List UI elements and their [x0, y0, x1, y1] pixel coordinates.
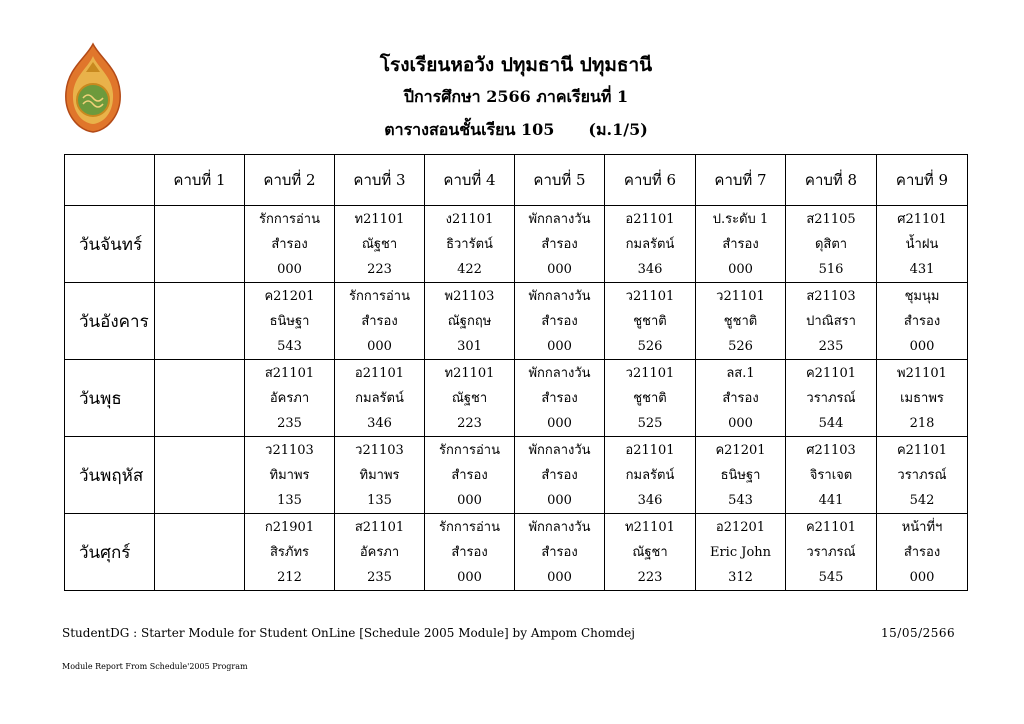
teacher-name: ธิวารัตน์ — [446, 236, 493, 252]
teacher-name: อัครภา — [359, 544, 400, 560]
room-number: 526 — [637, 338, 663, 354]
course-code: ว21103 — [265, 442, 314, 458]
schedule-cell — [605, 283, 696, 360]
teacher-name: สำรอง — [541, 544, 578, 560]
schedule-cell — [696, 437, 786, 514]
course-code: ชุมนุม — [904, 288, 940, 304]
day-label: วันจันทร์ — [65, 206, 155, 283]
teacher-name: วราภรณ์ — [897, 467, 947, 483]
room-number: 526 — [728, 338, 753, 354]
room-number: 000 — [909, 569, 935, 585]
teacher-name: สำรอง — [903, 313, 941, 329]
period-header: คาบที่ 7 — [696, 155, 786, 206]
academic-year: ปีการศึกษา 2566 ภาคเรียนที่ 1 — [403, 87, 629, 106]
teacher-name: สำรอง — [451, 467, 488, 483]
course-code: ท21101 — [354, 211, 405, 227]
room-number: 000 — [457, 569, 482, 585]
room-number: 212 — [277, 569, 302, 585]
period-header: คาบที่ 4 — [425, 155, 515, 206]
course-code: ศ21101 — [897, 211, 947, 227]
room-number: 000 — [547, 415, 572, 431]
day-label: วันพุธ — [65, 360, 155, 437]
course-code: ว21103 — [355, 442, 404, 458]
schedule-cell — [155, 206, 245, 283]
timetable-row — [65, 437, 968, 514]
schedule-cell — [515, 283, 605, 360]
course-code: พักกลางวัน — [528, 365, 591, 381]
teacher-name: ปาณิสรา — [806, 313, 856, 329]
day-label: วันพฤหัส — [65, 437, 155, 514]
room-number: 346 — [637, 492, 663, 508]
teacher-name: สำรอง — [541, 467, 578, 483]
schedule-cell — [155, 283, 245, 360]
schedule-cell — [877, 360, 968, 437]
teacher-name: ทิมาพร — [269, 467, 310, 483]
teacher-name: ชูชาติ — [633, 313, 667, 329]
schedule-cell — [245, 514, 335, 591]
teacher-name: จิราเจต — [809, 467, 853, 483]
period-header: คาบที่ 8 — [786, 155, 877, 206]
timetable-body — [65, 206, 968, 591]
course-code: ว21101 — [625, 288, 675, 304]
course-code: ลส.1 — [726, 365, 755, 381]
schedule-cell — [696, 360, 786, 437]
schedule-cell — [877, 514, 968, 591]
course-code: รักการอ่าน — [438, 519, 500, 535]
timetable-row — [65, 360, 968, 437]
teacher-name: วราภรณ์ — [806, 390, 856, 406]
room-number: 000 — [909, 338, 935, 354]
course-code: ค21201 — [264, 288, 315, 304]
schedule-cell — [335, 514, 425, 591]
schedule-title: ตารางสอนชั้นเรียน 105 — [384, 120, 555, 139]
teacher-name: วราภรณ์ — [806, 544, 856, 560]
room-number: 000 — [547, 261, 572, 277]
teacher-name: สำรอง — [451, 544, 488, 560]
schedule-cell — [155, 437, 245, 514]
teacher-name: ทิมาพร — [359, 467, 400, 483]
teacher-name: กมลรัตน์ — [625, 467, 675, 483]
schedule-cell — [515, 360, 605, 437]
period-header: คาบที่ 2 — [245, 155, 335, 206]
room-number: 441 — [818, 492, 844, 508]
teacher-name: ธนิษฐา — [720, 467, 761, 483]
schedule-cell — [605, 437, 696, 514]
room-number: 545 — [818, 569, 844, 585]
teacher-name: ชูชาติ — [723, 313, 758, 329]
footer-credit: StudentDG : Starter Module for Student OnLine [Schedule 2005 Module] by Ampom Chomdej — [62, 626, 635, 640]
room-number: 000 — [547, 492, 572, 508]
room-number: 301 — [457, 338, 482, 354]
teacher-name: สำรอง — [271, 236, 308, 252]
room-number: 516 — [818, 261, 844, 277]
room-number: 218 — [909, 415, 935, 431]
course-code: พักกลางวัน — [528, 519, 591, 535]
room-number: 543 — [728, 492, 753, 508]
timetable-header-row — [65, 155, 968, 206]
course-code: ง21101 — [445, 211, 494, 227]
schedule-cell — [786, 206, 877, 283]
day-label: วันอังคาร — [65, 283, 155, 360]
course-code: ว21101 — [716, 288, 765, 304]
schedule-cell — [696, 206, 786, 283]
schedule-cell — [786, 283, 877, 360]
schedule-cell — [605, 206, 696, 283]
course-code: ส21101 — [354, 519, 405, 535]
timetable-row — [65, 206, 968, 283]
course-code: อ21201 — [715, 519, 766, 535]
teacher-name: สำรอง — [541, 313, 578, 329]
schedule-cell — [605, 360, 696, 437]
room-number: 000 — [367, 338, 392, 354]
report-note: Module Report From Schedule'2005 Program — [62, 662, 248, 671]
schedule-cell — [425, 437, 515, 514]
teacher-name: ดุสิตา — [814, 236, 848, 252]
room-number: 135 — [367, 492, 392, 508]
course-code: รักการอ่าน — [348, 288, 410, 304]
schedule-cell — [245, 283, 335, 360]
room-number: 000 — [728, 261, 753, 277]
teacher-name: Eric John — [709, 544, 772, 560]
course-code: อ21101 — [625, 442, 675, 458]
schedule-cell — [786, 514, 877, 591]
course-code: พักกลางวัน — [528, 211, 591, 227]
room-number: 135 — [277, 492, 302, 508]
school-name: โรงเรียนหอวัง ปทุมธานี ปทุมธานี — [379, 54, 653, 76]
room-number: 000 — [728, 415, 753, 431]
course-code: ค21201 — [715, 442, 766, 458]
teacher-name: เมธาพร — [900, 390, 944, 406]
schedule-cell — [425, 283, 515, 360]
course-code: พักกลางวัน — [528, 288, 591, 304]
teacher-name: สำรอง — [903, 544, 941, 560]
period-header: คาบที่ 3 — [335, 155, 425, 206]
course-code: ท21101 — [444, 365, 495, 381]
schedule-cell — [786, 437, 877, 514]
course-code: อ21101 — [354, 365, 405, 381]
schedule-cell — [335, 283, 425, 360]
room-number: 544 — [818, 415, 844, 431]
schedule-cell — [245, 206, 335, 283]
schedule-cell — [696, 283, 786, 360]
room-number: 000 — [277, 261, 302, 277]
room-number: 312 — [728, 569, 753, 585]
course-code: พ21101 — [897, 365, 947, 381]
timetable-row — [65, 514, 968, 591]
schedule-cell — [425, 360, 515, 437]
schedule-cell — [515, 206, 605, 283]
course-code: ส21103 — [806, 288, 856, 304]
day-label: วันศุกร์ — [65, 514, 155, 591]
room-number: 000 — [547, 338, 572, 354]
teacher-name: กมลรัตน์ — [355, 390, 404, 406]
teacher-name: ธนิษฐา — [269, 313, 310, 329]
teacher-name: สำรอง — [722, 236, 759, 252]
teacher-name: ณัฐกฤษ — [447, 313, 492, 329]
room-number: 525 — [637, 415, 663, 431]
teacher-name: น้ำฝน — [905, 236, 939, 252]
report-date: 15/05/2566 — [881, 626, 956, 640]
schedule-cell — [425, 206, 515, 283]
schedule-cell — [786, 360, 877, 437]
room-number: 235 — [277, 415, 302, 431]
teacher-name: ณัฐชา — [451, 390, 488, 406]
course-code: รักการอ่าน — [438, 442, 500, 458]
schedule-cell — [425, 514, 515, 591]
room-number: 543 — [277, 338, 302, 354]
room-number: 346 — [367, 415, 392, 431]
course-code: พักกลางวัน — [528, 442, 591, 458]
course-code: ส21105 — [806, 211, 856, 227]
room-number: 235 — [367, 569, 392, 585]
room-number: 000 — [547, 569, 572, 585]
schedule-cell — [245, 437, 335, 514]
course-code: ก21901 — [264, 519, 315, 535]
period-header: คาบที่ 6 — [605, 155, 696, 206]
course-code: ป.ระดับ 1 — [712, 211, 769, 227]
course-code: รักการอ่าน — [258, 211, 320, 227]
schedule-cell — [335, 360, 425, 437]
timetable — [64, 154, 968, 591]
teacher-name: สำรอง — [541, 236, 578, 252]
room-number: 542 — [909, 492, 935, 508]
corner-cell — [65, 155, 155, 206]
course-code: ส21101 — [264, 365, 315, 381]
period-header: คาบที่ 5 — [515, 155, 605, 206]
teacher-name: สำรอง — [361, 313, 398, 329]
class-label: (ม.1/5) — [588, 120, 648, 139]
schedule-cell — [155, 360, 245, 437]
course-code: ค21101 — [896, 442, 948, 458]
timetable-row — [65, 283, 968, 360]
schedule-cell — [245, 360, 335, 437]
course-code: ศ21103 — [806, 442, 856, 458]
course-code: ค21101 — [805, 519, 857, 535]
room-number: 223 — [637, 569, 663, 585]
room-number: 431 — [909, 261, 935, 277]
course-code: ค21101 — [805, 365, 857, 381]
room-number: 346 — [637, 261, 663, 277]
schedule-cell — [335, 437, 425, 514]
course-code: หน้าที่ฯ — [901, 519, 943, 535]
schedule-cell — [515, 437, 605, 514]
period-header: คาบที่ 1 — [155, 155, 245, 206]
schedule-cell — [696, 514, 786, 591]
teacher-name: ณัฐชา — [361, 236, 398, 252]
course-code: พ21103 — [444, 288, 495, 304]
room-number: 223 — [367, 261, 392, 277]
course-code: ท21101 — [625, 519, 675, 535]
teacher-name: ชูชาติ — [633, 390, 667, 406]
period-header: คาบที่ 9 — [877, 155, 968, 206]
schedule-cell — [877, 437, 968, 514]
teacher-name: สำรอง — [541, 390, 578, 406]
schedule-cell — [515, 514, 605, 591]
schedule-cell — [155, 514, 245, 591]
schedule-title-line — [4, 118, 1024, 143]
teacher-name: ณัฐชา — [632, 544, 668, 560]
room-number: 223 — [457, 415, 482, 431]
schedule-cell — [877, 206, 968, 283]
room-number: 235 — [818, 338, 844, 354]
teacher-name: อัครภา — [269, 390, 310, 406]
room-number: 422 — [457, 261, 482, 277]
schedule-cell — [605, 514, 696, 591]
course-code: อ21101 — [625, 211, 675, 227]
schedule-cell — [877, 283, 968, 360]
teacher-name: กมลรัตน์ — [625, 236, 675, 252]
room-number: 000 — [457, 492, 482, 508]
teacher-name: สิรภัทร — [269, 544, 310, 560]
teacher-name: สำรอง — [722, 390, 759, 406]
course-code: ว21101 — [625, 365, 675, 381]
schedule-cell — [335, 206, 425, 283]
